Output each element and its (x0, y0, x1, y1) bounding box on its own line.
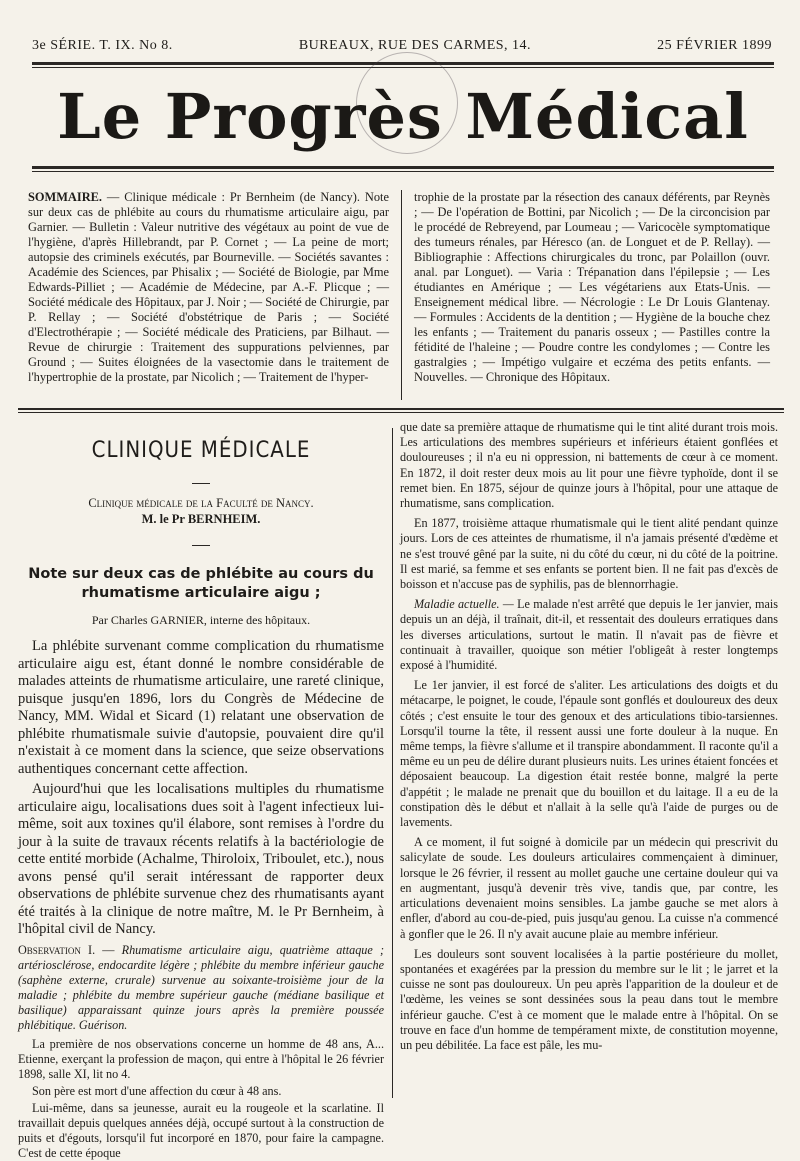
paragraph: La phlébite survenant comme complication du rhumatisme articulaire aigu est, étant donné le nombre considérable de malades atteints de rhumatisme articulaire, une rareté clinique, puisque jusqu'en 1896, lors du Congrès de Médecine de Nancy, MM. Widal et Sicard (1) relatant une observation de phlébite rhumatismale suivie d'autopsie, pouvaient dire qu'il n'existait à ce moment dans la science, que seize observations authentiques concernant cette affection. (18, 638, 384, 777)
section-title: CLINIQUE MÉDICALE (91, 438, 311, 463)
issue-date: 25 FÉVRIER 1899 (657, 38, 772, 53)
section-dash (18, 471, 384, 489)
summary-label: SOMMAIRE. (28, 190, 102, 204)
paragraph: Les douleurs sont souvent localisées à la partie postérieure du mollet, spontanées et exagérées par la pression du membre sur le lit ; le jarret et la cuisse ne sont pas douloureux. Un peu après l'apparition de la douleur et de l'œdème, les veines se sont dessinées sous la peau dans tout le membre inférieur gauche. C'est à ce moment que le malade entre à l'hôpital. On se trouve en face d'un homme de tempérament mixte, de constitution moyenne, un peu débilitée. La face est pâle, les mu- (400, 946, 778, 1052)
paragraph: La première de nos observations concerne un homme de 48 ans, A... Etienne, exerçant la profession de maçon, qui entre à l'hôpital le 26 février 1898, salle XI, lit no 4. (18, 1036, 384, 1081)
paragraph: Son père est mort d'une affection du cœur à 48 ans. (32, 1083, 282, 1098)
observation-label: Observation I. — (18, 942, 115, 957)
subheading: Maladie actuelle. — (414, 597, 514, 612)
summary-left (20, 190, 401, 400)
paragraph (400, 597, 778, 673)
paragraph: Le 1er janvier, il est forcé de s'aliter. Les articulations des doigts et du métacarpe, le poignet, le coude, l'épaule sont gonflés et douloureux des deux côtés ; c'est ensuite le tour des genoux et des articulations tibio-tarsiennes. Lorsqu'il tourne la tête, il ressent aussi une forte douleur à la nuque. En même temps, la fièvre s'allume et il transpire abondamment. Il raconte qu'il a même eu un peu de délire durant plusieurs nuits. Les urines étaient foncées et déposaient beaucoup. La digestion était restée bonne, malgré la perte d'appétit ; le malade ne prenait que du bouillon et du laitage. Il a eu de la constipation dès le début et n'allait à la selle qu'à l'aide de purges ou de lavements. (400, 678, 778, 830)
summary-rule-thin (18, 412, 784, 413)
title-dash (18, 533, 384, 551)
bureaux-address: BUREAUX, RUE DES CARMES, 14. (298, 38, 532, 53)
paragraph-text: Le malade n'est arrêté que depuis le 1er janvier, mais depuis un an déjà, il traînait, dit-il, et ressentait des douleurs erratiques dans les diverses articulations, surtout le matin. Il n'avait pas de fièvre et continuait à travailler, quoique son métier l'obligeât à rester longtemps exposé à l'humidité. (400, 597, 778, 673)
article-intro (18, 638, 384, 939)
paragraph: A ce moment, il fut soigné à domicile par un médecin qui prescrivit du salicylate de soude. Les douleurs articulaires commençaient à diminuer, lorsque le 26 février, il ressent au mollet gauche une certaine douleur qui va en augmentant, jusqu'à devenir très vive, tandis que, par contre, les articulations devenaient moins sensibles. La jambe gauche se met alors à enfler, d'abord au cou-de-pied, puis jusqu'au genou. La cuisse n'a commencé à gonfler que le 26. Il n'y avait aucune plaie au membre inférieur. (400, 835, 778, 941)
observation-summary: Rhumatisme articulaire aigu, quatrième attaque ; artériosclérose, endocardite légère ; phlébite du membre inférieur gauche (saphène externe, crurale) survenue au soixante-troisième jour de la maladie ; phlébite du membre supérieur gauche (médiane basilique et basilique) apparaissant quinze jours après la première poussée phlébitique. Guérison. (18, 942, 385, 1032)
article-byline: Par Charles GARNIER, interne des hôpitaux. (91, 613, 311, 627)
series-info: 3e SÉRIE. T. IX. No 8. (32, 38, 173, 53)
summary-left-text: — Clinique médicale : Pr Bernheim (de Nancy). Note sur deux cas de phlébite au cours du rhumatisme articulaire aigu, par Garnier. — Bulletin : Valeur nutritive des végétaux au point de vue de l'hygiène, d'après Hillebrandt, par P. Cornet ; — La peine de mort; autopsie des criminels exécutés, par Bourneville. — Sociétés savantes : Académie des Sciences, par Phisalix ; — Société de Biologie, par Mme Edwards-Pilliet ; — Académie de Médecine, par A.-F. Plicque ; — Société médicale des Hôpitaux, par J. Noir ; — Société de Chirurgie, par P. Rellay ; — Société d'obstétrique de Paris ; — Société d'Electrothérapie ; — Société médicale des Praticiens, par Bilhaut. — Revue de chirurgie : Traitement des suppurations pelviennes, par Ground ; — Suites éloignées de la vasectomie dans le traitement de l'hypertrophie de la prostate, par Nicolich ; — Traitement de l'hyper- (28, 190, 389, 384)
clinic-name: Clinique médicale de la Faculté de Nancy. (88, 496, 314, 510)
summary-box (20, 190, 782, 400)
masthead-title: Le Progrès Médical (57, 80, 749, 153)
masthead-rule-thin (32, 171, 774, 172)
article-left-column (18, 420, 385, 1160)
observation-heading (18, 943, 384, 1033)
article-right-column (400, 420, 778, 1110)
column-divider (392, 428, 393, 1098)
summary-rule (18, 408, 784, 410)
article-title: Note sur deux cas de phlébite au cours du rhumatisme articulaire aigu ; (28, 566, 374, 601)
summary-right-text: trophie de la prostate par la résection des canaux déférents, par Reynès ; — De l'opération de Bottini, par Nicolich ; — De la circoncision par le procédé de Rebreyend, par Loumeau ; — Varicocèle symptomatique des tumeurs rénales, par Héresco (an. de Longuet et de P. Rellay). — Bibliographie : Affections chirurgicales du tronc, par Polaillon (ouvr. anal. par Longuet). — Varia : Trépanation dans l'épilepsie ; — Les étudiantes en Amérique ; — Les végétariens aux Etats-Unis. — Enseignement médical libre. — Nécrologie : Le Dr Louis Glantenay. — Formules : Accidents de la dentition ; — Hygiène de la bouche chez les enfants ; — Traitement du panaris osseux ; — Pastilles contre la fétidité de l'haleine ; — Poudre contre les condylomes ; — Contre les gastralgies ; — Impétigo vulgaire et eczéma des petits enfants. — Nouvelles. — Chronique des Hôpitaux. (414, 190, 770, 384)
masthead-rule (32, 166, 774, 169)
paragraph: En 1877, troisième attaque rhumatismale qui le tient alité pendant quinze jours. Lors de ces atteintes de rhumatisme, il n'a jamais présenté d'œdème et ne s'est trouvé gêné par la suite, ni du côté du cœur, ni du côté de la poitrine. Il est marié, sa femme et ses enfants se portent bien. Il ne fait pas d'excès de boisson et n'accuse pas de syphilis, pas de blennorrhagie. (400, 516, 778, 592)
paragraph: que date sa première attaque de rhumatisme qui le tint alité durant trois mois. Les articulations des membres supérieurs et inférieurs étaient gonflées et douloureuses ; il n'a eu ni oppression, ni battements de cœur à ce moment. En 1872, il doit rester deux mois au lit pour une fièvre typhoïde, dont il se remet bien. En 1875, séjour de quinze jours à l'hôpital, pour une attaque de rhumatisme, sans complication. (400, 420, 778, 511)
paragraph: Lui-même, dans sa jeunesse, aurait eu la rougeole et la scarlatine. Il travaillait depuis quelques années déjà, occupé surtout à la construction de puits et d'égouts, lorsqu'il fut incorporé en 1870, pour faire la campagne. C'est de cette époque (18, 1100, 384, 1160)
professor-name: M. le Pr BERNHEIM. (141, 512, 261, 526)
paragraph: Aujourd'hui que les localisations multiples du rhumatisme articulaire aigu, localisations dues soit à l'agent infectieux lui-même, soit aux toxines qu'il élabore, sont remises à l'ordre du jour à la suite de travaux récents relatifs à la bactériologie de cette entité morbide (Achalme, Thiroloix, Triboulet, etc.), nous avons pensé qu'il serait intéressant de rapporter deux observations de phlébite survenue chez des rhumatisants ayant été traités à la clinique de notre maître, M. le Pr Bernheim, à l'hôpital civil de Nancy. (18, 781, 384, 937)
summary-right (401, 190, 782, 400)
observation-body (18, 1037, 384, 1161)
